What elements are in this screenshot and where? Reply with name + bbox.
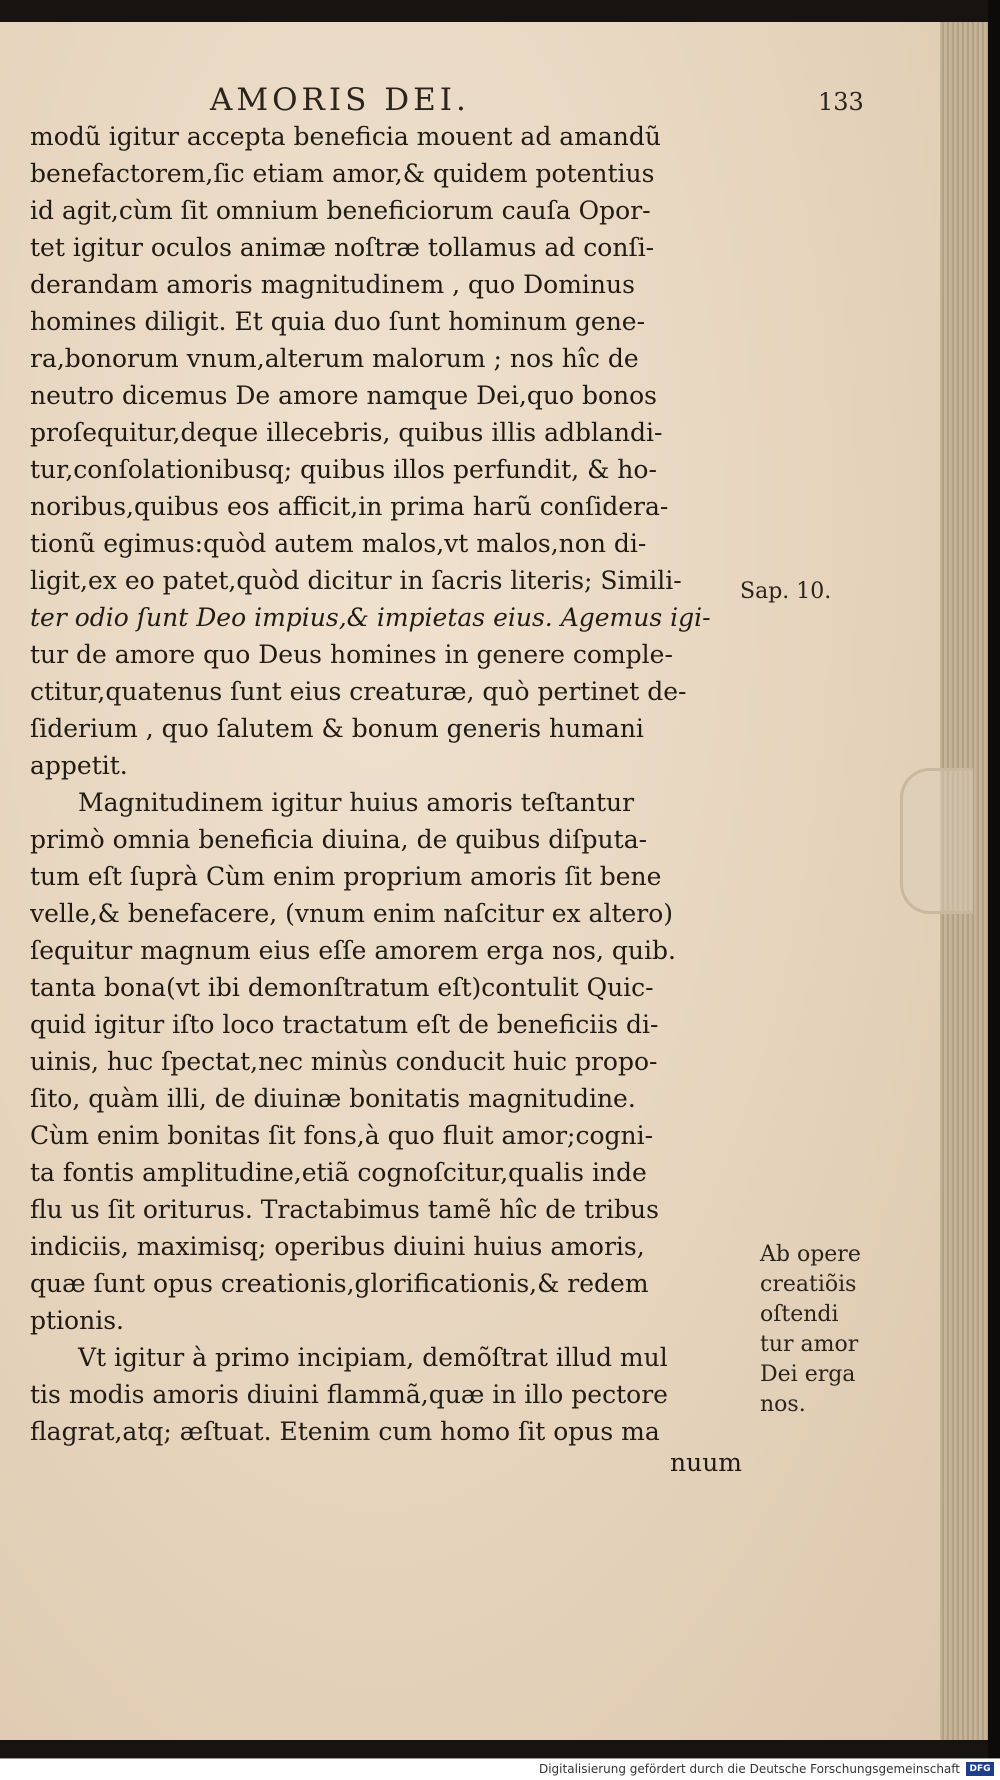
margin-note-line: creatiõis [760,1272,857,1297]
running-head: AMORIS DEI. [210,82,470,118]
text-line: tum eſt ſuprà Cùm enim proprium amoris ſit bene [30,862,662,891]
catchword: nuum [670,1448,743,1477]
paper-clip-mark [900,768,973,914]
text-line: proſequitur,deque illecebris, quibus illis adblandi- [30,418,663,447]
text-line: ra,bonorum vnum,alterum malorum ; nos hîc de [30,344,639,373]
text-line: derandam amoris magnitudinem , quo Dominus [30,270,635,299]
margin-note-creation [760,1240,861,1420]
dfg-logo: DFG [966,1762,994,1776]
footer-credit: Digitalisierung gefördert durch die Deutsche Forschungsgemeinschaft [538,1762,960,1776]
text-line: Magnitudinem igitur huius amoris teſtantur [78,788,635,817]
body-text [30,118,740,1450]
text-line: ligit,ex eo patet,quòd dicitur in ſacris literis; Simili- [30,566,682,595]
text-line: tionũ egimus:quòd autem malos,vt malos,non di- [30,529,647,558]
text-line: flu us ſit oriturus. Tractabimus tamẽ hîc de tribus [30,1195,659,1224]
text-line: modũ igitur accepta beneficia mouent ad amandũ [30,122,661,151]
text-line: ſequitur magnum eius eſſe amorem erga nos, quib. [30,936,676,965]
binding-shadow [988,0,1000,1779]
text-line: benefactorem,ſic etiam amor,& quidem potentius [30,159,655,188]
text-line: neutro dicemus De amore namque Dei,quo bonos [30,381,657,410]
margin-note-line: Dei erga [760,1362,856,1387]
text-line: primò omnia beneficia diuina, de quibus diſputa- [30,825,648,854]
page-header [0,82,940,122]
text-line: ta fontis amplitudine,etiã cognoſcitur,qualis inde [30,1158,647,1187]
page-number: 133 [818,88,864,116]
text-line: ſiderium , quo ſalutem & bonum generis humani [30,714,644,743]
text-line: ter odio ſunt Deo impius,& impietas eius. Agemus igi- [30,603,711,632]
margin-note-line: tur amor [760,1332,859,1357]
text-line: flagrat,atq; æſtuat. Etenim cum homo ſit opus ma [30,1417,660,1446]
text-line: appetit. [30,751,128,780]
text-line: ctitur,quatenus ſunt eius creaturæ, quò pertinet de- [30,677,687,706]
text-line: ptionis. [30,1306,124,1335]
margin-note-line: Ab opere [760,1242,861,1267]
text-line: quid igitur iſto loco tractatum eſt de beneficiis di- [30,1010,659,1039]
text-line: Vt igitur à primo incipiam, demõſtrat illud mul [78,1343,668,1372]
text-line: noribus,quibus eos afficit,in prima harũ conſidera- [30,492,669,521]
margin-note-sap-reference: Sap. 10. [740,579,832,604]
text-line: ſito, quàm illi, de diuinæ bonitatis magnitudine. [30,1084,636,1113]
text-line: homines diligit. Et quia duo ſunt hominum gene- [30,307,646,336]
text-line: tanta bona(vt ibi demonſtratum eſt)contulit Quic- [30,973,654,1002]
text-line: tet igitur oculos animæ noſtræ tollamus ad conſi- [30,233,655,262]
text-line: tur de amore quo Deus homines in genere comple- [30,640,673,669]
margin-note-line: oſtendi [760,1302,839,1327]
text-line: Cùm enim bonitas ſit fons,à quo fluit amor;cogni- [30,1121,654,1150]
text-line: quæ ſunt opus creationis,glorificationis,& redem [30,1269,649,1298]
margin-note-line: nos. [760,1392,806,1417]
text-line: velle,& benefacere, (vnum enim naſcitur ex altero) [30,899,674,928]
text-line: indiciis, maximisq; operibus diuini huius amoris, [30,1232,645,1261]
text-line: id agit,cùm ſit omnium beneficiorum cauſa Opor- [30,196,651,225]
text-line: uinis, huc ſpectat,nec minùs conducit huic propo- [30,1047,658,1076]
digitization-footer [0,1758,1000,1780]
text-line: tur,conſolationibusq; quibus illos perfundit, & ho- [30,455,657,484]
text-line: tis modis amoris diuini flammã,quæ in illo pectore [30,1380,668,1409]
